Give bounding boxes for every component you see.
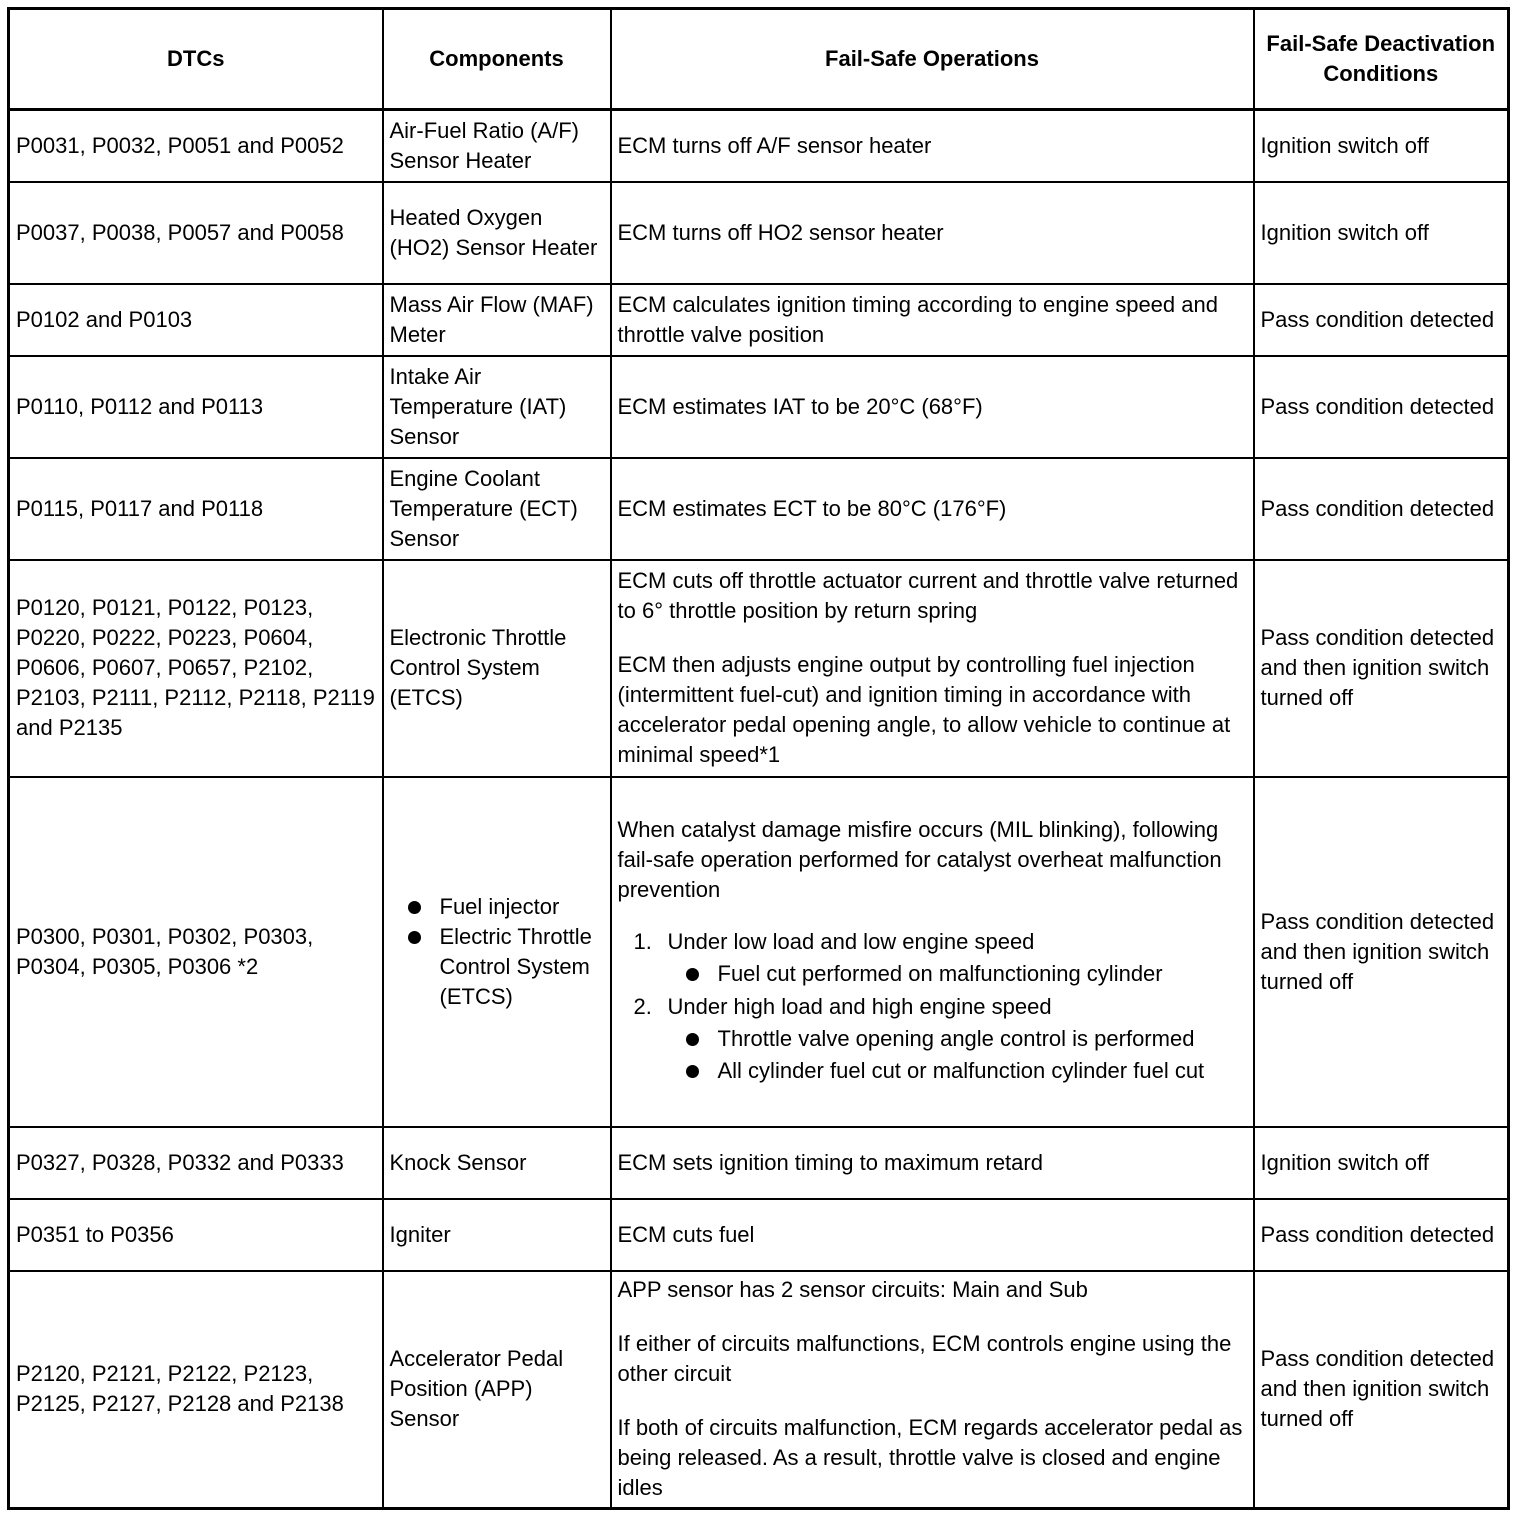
table-row xyxy=(9,356,1509,458)
cell-deactivation: Ignition switch off xyxy=(1254,1127,1509,1199)
cell-deactivation: Pass condition detected and then ignition switch turned off xyxy=(1254,560,1509,777)
cell-dtcs: P0300, P0301, P0302, P0303, P0304, P0305, P0306 *2 xyxy=(9,777,383,1127)
step-text: Under high load and high engine speed xyxy=(667,993,1052,1019)
step-item xyxy=(618,927,1247,989)
list-item: Throttle valve opening angle control is performed xyxy=(668,1024,1247,1054)
step-bullets xyxy=(668,959,1247,989)
header-operations: Fail-Safe Operations xyxy=(611,9,1254,110)
cell-dtcs: P0351 to P0356 xyxy=(9,1199,383,1271)
list-item: All cylinder fuel cut or malfunction cylinder fuel cut xyxy=(668,1056,1247,1086)
cell-dtcs: P0110, P0112 and P0113 xyxy=(9,356,383,458)
cell-operation: ECM cuts fuel xyxy=(611,1199,1254,1271)
cell-dtcs: P0031, P0032, P0051 and P0052 xyxy=(9,110,383,182)
cell-operation: ECM turns off A/F sensor heater xyxy=(611,110,1254,182)
table-row xyxy=(9,1271,1509,1509)
cell-deactivation: Pass condition detected and then ignition switch turned off xyxy=(1254,777,1509,1127)
cell-component: Engine Coolant Temperature (ECT) Sensor xyxy=(383,458,611,560)
cell-component: Knock Sensor xyxy=(383,1127,611,1199)
operation-steps xyxy=(618,927,1247,1086)
operation-paragraph: If either of circuits malfunctions, ECM controls engine using the other circuit xyxy=(617,1331,1232,1387)
header-dtcs: DTCs xyxy=(9,9,383,110)
cell-operation xyxy=(611,1271,1254,1509)
cell-deactivation: Ignition switch off xyxy=(1254,110,1509,182)
cell-deactivation: Pass condition detected xyxy=(1254,356,1509,458)
operation-paragraph: ECM then adjusts engine output by controlling fuel injection (intermittent fuel-cut) and ignition timing in accordance with accelerator pedal opening angle, to allow vehicle to continue at minimal speed*1 xyxy=(617,652,1231,767)
step-number: 2. xyxy=(633,993,652,1019)
table-row xyxy=(9,1127,1509,1199)
table-header xyxy=(9,9,1509,110)
table-row xyxy=(9,110,1509,182)
table-row xyxy=(9,284,1509,356)
cell-dtcs: P0120, P0121, P0122, P0123, P0220, P0222, P0223, P0604, P0606, P0607, P0657, P2102, P2103, P2111, P2112, P2118, P2119 and P2135 xyxy=(9,560,383,777)
table-row xyxy=(9,560,1509,777)
cell-operation xyxy=(611,777,1254,1127)
table-body xyxy=(9,110,1509,1509)
operation-paragraph: If both of circuits malfunction, ECM regards accelerator pedal as being released. As a result, throttle valve is closed and engine idles xyxy=(617,1415,1243,1501)
cell-dtcs: P0115, P0117 and P0118 xyxy=(9,458,383,560)
cell-component: Air-Fuel Ratio (A/F) Sensor Heater xyxy=(383,110,611,182)
cell-component xyxy=(383,777,611,1127)
cell-component: Heated Oxygen (HO2) Sensor Heater xyxy=(383,182,611,284)
component-list xyxy=(390,892,604,1012)
cell-deactivation: Pass condition detected and then ignition switch turned off xyxy=(1254,1271,1509,1509)
table-row xyxy=(9,182,1509,284)
cell-dtcs: P0102 and P0103 xyxy=(9,284,383,356)
cell-component: Intake Air Temperature (IAT) Sensor xyxy=(383,356,611,458)
step-number: 1. xyxy=(633,928,652,954)
table-row xyxy=(9,1199,1509,1271)
operation-paragraph: APP sensor has 2 sensor circuits: Main and Sub xyxy=(617,1277,1088,1303)
list-item: Fuel cut performed on malfunctioning cylinder xyxy=(668,959,1247,989)
cell-component: Electronic Throttle Control System (ETCS) xyxy=(383,560,611,777)
cell-operation: ECM estimates IAT to be 20°C (68°F) xyxy=(611,356,1254,458)
list-item: Fuel injector xyxy=(390,892,604,922)
header-deactivation: Fail-Safe Deactivation Conditions xyxy=(1254,9,1509,110)
cell-deactivation: Ignition switch off xyxy=(1254,182,1509,284)
cell-dtcs: P0037, P0038, P0057 and P0058 xyxy=(9,182,383,284)
table-row xyxy=(9,458,1509,560)
operation-paragraph: ECM cuts off throttle actuator current and throttle valve returned to 6° throttle position by return spring xyxy=(617,568,1239,623)
list-item: Electric Throttle Control System (ETCS) xyxy=(390,922,604,1012)
step-item xyxy=(618,992,1247,1086)
table-row xyxy=(9,777,1509,1127)
cell-dtcs: P0327, P0328, P0332 and P0333 xyxy=(9,1127,383,1199)
step-bullets xyxy=(668,1024,1247,1086)
cell-component: Mass Air Flow (MAF) Meter xyxy=(383,284,611,356)
cell-operation: ECM estimates ECT to be 80°C (176°F) xyxy=(611,458,1254,560)
cell-component: Accelerator Pedal Position (APP) Sensor xyxy=(383,1271,611,1509)
cell-deactivation: Pass condition detected xyxy=(1254,1199,1509,1271)
fail-safe-table xyxy=(7,7,1510,1510)
cell-operation: ECM turns off HO2 sensor heater xyxy=(611,182,1254,284)
cell-operation: ECM calculates ignition timing according to engine speed and throttle valve position xyxy=(611,284,1254,356)
operation-intro: When catalyst damage misfire occurs (MIL blinking), following fail-safe operation performed for catalyst overheat malfunction prevention xyxy=(617,816,1222,902)
cell-deactivation: Pass condition detected xyxy=(1254,284,1509,356)
cell-operation xyxy=(611,560,1254,777)
cell-component: Igniter xyxy=(383,1199,611,1271)
cell-deactivation: Pass condition detected xyxy=(1254,458,1509,560)
cell-dtcs: P2120, P2121, P2122, P2123, P2125, P2127, P2128 and P2138 xyxy=(9,1271,383,1509)
cell-operation: ECM sets ignition timing to maximum retard xyxy=(611,1127,1254,1199)
step-text: Under low load and low engine speed xyxy=(667,928,1035,954)
header-components: Components xyxy=(383,9,611,110)
